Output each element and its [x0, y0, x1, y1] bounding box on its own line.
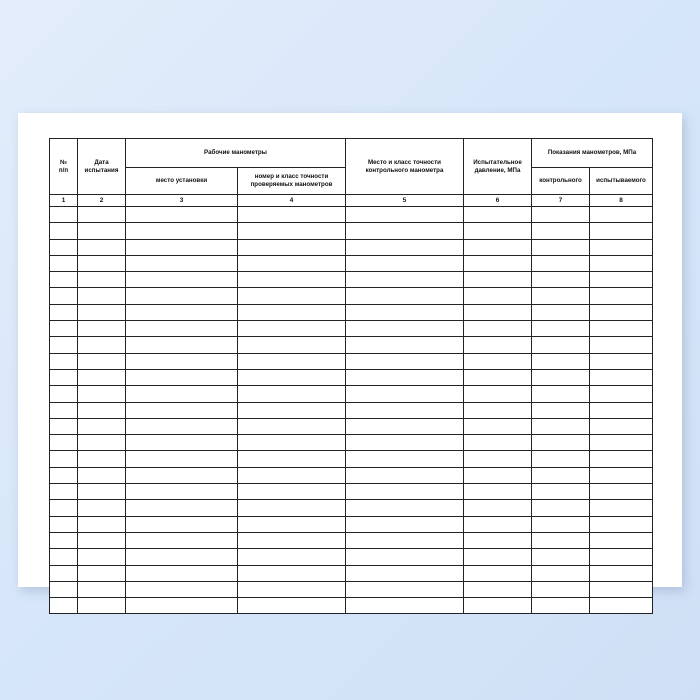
- table-cell[interactable]: [346, 353, 464, 369]
- table-cell[interactable]: [532, 402, 590, 418]
- table-cell[interactable]: [532, 451, 590, 467]
- table-cell[interactable]: [532, 484, 590, 500]
- table-cell[interactable]: [532, 239, 590, 255]
- table-cell[interactable]: [238, 272, 346, 288]
- table-cell[interactable]: [464, 598, 532, 614]
- table-cell[interactable]: [464, 451, 532, 467]
- table-cell[interactable]: [50, 484, 78, 500]
- table-cell[interactable]: [50, 598, 78, 614]
- table-cell[interactable]: [238, 386, 346, 402]
- table-cell[interactable]: [238, 565, 346, 581]
- table-cell[interactable]: [532, 532, 590, 548]
- table-cell[interactable]: [78, 304, 126, 320]
- table-cell[interactable]: [590, 272, 653, 288]
- table-cell[interactable]: [78, 207, 126, 223]
- table-cell[interactable]: [78, 239, 126, 255]
- table-cell[interactable]: [50, 500, 78, 516]
- table-cell[interactable]: [78, 353, 126, 369]
- table-row[interactable]: [50, 255, 653, 271]
- table-cell[interactable]: [532, 581, 590, 597]
- table-cell[interactable]: [50, 549, 78, 565]
- table-cell[interactable]: [126, 255, 238, 271]
- table-cell[interactable]: [346, 288, 464, 304]
- table-cell[interactable]: [50, 581, 78, 597]
- table-cell[interactable]: [50, 402, 78, 418]
- table-cell[interactable]: [464, 402, 532, 418]
- table-cell[interactable]: [464, 239, 532, 255]
- table-cell[interactable]: [126, 451, 238, 467]
- table-cell[interactable]: [238, 435, 346, 451]
- table-cell[interactable]: [464, 288, 532, 304]
- table-row[interactable]: [50, 549, 653, 565]
- table-cell[interactable]: [532, 272, 590, 288]
- table-cell[interactable]: [126, 288, 238, 304]
- table-row[interactable]: [50, 207, 653, 223]
- table-row[interactable]: [50, 484, 653, 500]
- table-cell[interactable]: [50, 435, 78, 451]
- table-row[interactable]: [50, 272, 653, 288]
- table-row[interactable]: [50, 369, 653, 385]
- table-cell[interactable]: [590, 223, 653, 239]
- table-cell[interactable]: [590, 239, 653, 255]
- table-cell[interactable]: [238, 402, 346, 418]
- table-cell[interactable]: [464, 207, 532, 223]
- table-cell[interactable]: [532, 304, 590, 320]
- table-cell[interactable]: [346, 565, 464, 581]
- table-cell[interactable]: [238, 484, 346, 500]
- table-cell[interactable]: [50, 207, 78, 223]
- table-cell[interactable]: [346, 516, 464, 532]
- header-date-line1: Дата: [94, 158, 109, 166]
- header-cell-number: [50, 139, 78, 195]
- table-row[interactable]: [50, 500, 653, 516]
- table-cell[interactable]: [590, 402, 653, 418]
- header-cell-control-gauge: [346, 139, 464, 195]
- table-row[interactable]: [50, 532, 653, 548]
- table-cell[interactable]: [464, 272, 532, 288]
- table-cell[interactable]: [50, 516, 78, 532]
- header-gaugeclass-line1: номер и класс точности: [254, 173, 329, 181]
- table-cell[interactable]: [346, 581, 464, 597]
- table-row[interactable]: [50, 288, 653, 304]
- table-cell[interactable]: [238, 549, 346, 565]
- table-cell[interactable]: [590, 598, 653, 614]
- table-cell[interactable]: [532, 255, 590, 271]
- column-number-1: 1: [50, 195, 78, 207]
- table-cell[interactable]: [532, 207, 590, 223]
- table-cell[interactable]: [238, 321, 346, 337]
- table-cell[interactable]: [590, 207, 653, 223]
- table-cell[interactable]: [50, 239, 78, 255]
- table-cell[interactable]: [346, 418, 464, 434]
- table-row[interactable]: [50, 418, 653, 434]
- table-cell[interactable]: [126, 272, 238, 288]
- table-cell[interactable]: [126, 516, 238, 532]
- table-cell[interactable]: [346, 500, 464, 516]
- table-cell[interactable]: [464, 467, 532, 483]
- table-cell[interactable]: [590, 369, 653, 385]
- table-cell[interactable]: [464, 532, 532, 548]
- table-cell[interactable]: [126, 337, 238, 353]
- table-cell[interactable]: [238, 207, 346, 223]
- table-cell[interactable]: [238, 255, 346, 271]
- table-cell[interactable]: [126, 207, 238, 223]
- table-cell[interactable]: [464, 255, 532, 271]
- table-cell[interactable]: [78, 598, 126, 614]
- table-cell[interactable]: [78, 386, 126, 402]
- table-cell[interactable]: [238, 369, 346, 385]
- table-row[interactable]: [50, 581, 653, 597]
- table-cell[interactable]: [464, 353, 532, 369]
- table-row[interactable]: [50, 467, 653, 483]
- header-control-line2: контрольного манометра: [365, 166, 444, 174]
- table-row[interactable]: [50, 516, 653, 532]
- journal-table-body: [50, 195, 653, 614]
- table-cell[interactable]: [126, 369, 238, 385]
- table-row[interactable]: [50, 435, 653, 451]
- table-cell[interactable]: [464, 565, 532, 581]
- table-cell[interactable]: [238, 239, 346, 255]
- table-cell[interactable]: [78, 451, 126, 467]
- table-cell[interactable]: [50, 369, 78, 385]
- table-cell[interactable]: [50, 532, 78, 548]
- table-cell[interactable]: [346, 255, 464, 271]
- table-cell[interactable]: [590, 304, 653, 320]
- table-cell[interactable]: [346, 532, 464, 548]
- table-cell[interactable]: [346, 549, 464, 565]
- table-cell[interactable]: [532, 516, 590, 532]
- table-cell[interactable]: [78, 288, 126, 304]
- table-cell[interactable]: [590, 435, 653, 451]
- table-cell[interactable]: [50, 451, 78, 467]
- table-cell[interactable]: [346, 337, 464, 353]
- table-cell[interactable]: [126, 402, 238, 418]
- table-cell[interactable]: [238, 500, 346, 516]
- table-cell[interactable]: [464, 386, 532, 402]
- table-cell[interactable]: [346, 223, 464, 239]
- table-cell[interactable]: [126, 435, 238, 451]
- table-cell[interactable]: [78, 255, 126, 271]
- table-cell[interactable]: [238, 288, 346, 304]
- column-number-5: 5: [346, 195, 464, 207]
- table-cell[interactable]: [532, 418, 590, 434]
- table-cell[interactable]: [238, 467, 346, 483]
- header-date-line2: испытания: [84, 166, 119, 174]
- table-cell[interactable]: [78, 565, 126, 581]
- table-cell[interactable]: [464, 484, 532, 500]
- table-cell[interactable]: [532, 565, 590, 581]
- table-cell[interactable]: [78, 581, 126, 597]
- table-cell[interactable]: [590, 532, 653, 548]
- header-control-line1: Место и класс точности: [368, 158, 441, 166]
- table-cell[interactable]: [532, 353, 590, 369]
- table-cell[interactable]: [78, 467, 126, 483]
- table-cell[interactable]: [78, 532, 126, 548]
- table-cell[interactable]: [590, 353, 653, 369]
- table-cell[interactable]: [78, 337, 126, 353]
- table-cell[interactable]: [532, 549, 590, 565]
- table-cell[interactable]: [464, 321, 532, 337]
- table-cell[interactable]: [50, 272, 78, 288]
- table-cell[interactable]: [238, 581, 346, 597]
- table-cell[interactable]: [346, 451, 464, 467]
- table-cell[interactable]: [532, 369, 590, 385]
- table-cell[interactable]: [464, 369, 532, 385]
- table-cell[interactable]: [50, 467, 78, 483]
- table-row[interactable]: [50, 304, 653, 320]
- document-sheet: [18, 113, 682, 587]
- table-cell[interactable]: [590, 418, 653, 434]
- table-row[interactable]: [50, 223, 653, 239]
- table-cell[interactable]: [532, 386, 590, 402]
- table-row[interactable]: [50, 565, 653, 581]
- table-cell[interactable]: [346, 598, 464, 614]
- table-cell[interactable]: [126, 581, 238, 597]
- table-cell[interactable]: [50, 321, 78, 337]
- table-cell[interactable]: [126, 418, 238, 434]
- column-number-7: 7: [532, 195, 590, 207]
- table-cell[interactable]: [78, 272, 126, 288]
- header-cell-gauge-readings: Показания манометров, МПа: [532, 139, 653, 168]
- table-cell[interactable]: [126, 549, 238, 565]
- table-row[interactable]: [50, 451, 653, 467]
- table-cell[interactable]: [78, 402, 126, 418]
- table-cell[interactable]: [464, 516, 532, 532]
- table-cell[interactable]: [590, 386, 653, 402]
- header-cell-test-date: [78, 139, 126, 195]
- table-cell[interactable]: [464, 223, 532, 239]
- table-cell[interactable]: [126, 565, 238, 581]
- table-cell[interactable]: [78, 435, 126, 451]
- table-cell[interactable]: [532, 288, 590, 304]
- table-cell[interactable]: [50, 223, 78, 239]
- table-cell[interactable]: [126, 353, 238, 369]
- table-cell[interactable]: [532, 435, 590, 451]
- column-number-3: 3: [126, 195, 238, 207]
- table-cell[interactable]: [346, 435, 464, 451]
- table-cell[interactable]: [464, 418, 532, 434]
- column-number-4: 4: [238, 195, 346, 207]
- table-cell[interactable]: [346, 321, 464, 337]
- table-cell[interactable]: [532, 337, 590, 353]
- table-cell[interactable]: [238, 223, 346, 239]
- table-row[interactable]: [50, 598, 653, 614]
- table-row[interactable]: [50, 337, 653, 353]
- table-cell[interactable]: [532, 321, 590, 337]
- table-cell[interactable]: [532, 467, 590, 483]
- table-cell[interactable]: [126, 467, 238, 483]
- header-number-line1: №: [60, 158, 67, 166]
- table-cell[interactable]: [50, 386, 78, 402]
- table-cell[interactable]: [464, 337, 532, 353]
- table-cell[interactable]: [126, 598, 238, 614]
- table-cell[interactable]: [590, 484, 653, 500]
- table-cell[interactable]: [464, 581, 532, 597]
- column-number-2: 2: [78, 195, 126, 207]
- table-cell[interactable]: [238, 337, 346, 353]
- table-cell[interactable]: [590, 549, 653, 565]
- table-cell[interactable]: [346, 239, 464, 255]
- table-row[interactable]: [50, 402, 653, 418]
- table-cell[interactable]: [464, 304, 532, 320]
- table-cell[interactable]: [590, 516, 653, 532]
- header-cell-reading-control: контрольного: [532, 168, 590, 195]
- table-cell[interactable]: [346, 467, 464, 483]
- table-row[interactable]: [50, 239, 653, 255]
- table-cell[interactable]: [126, 386, 238, 402]
- table-cell[interactable]: [126, 239, 238, 255]
- table-cell[interactable]: [126, 484, 238, 500]
- header-cell-working-gauges: Рабочие манометры: [126, 139, 346, 168]
- header-number-line2: п/п: [58, 166, 69, 174]
- table-cell[interactable]: [78, 516, 126, 532]
- table-cell[interactable]: [590, 255, 653, 271]
- header-pressure-line1: Испытательное: [473, 158, 522, 166]
- table-cell[interactable]: [126, 304, 238, 320]
- header-cell-gauge-number-class: [238, 168, 346, 195]
- table-cell[interactable]: [346, 402, 464, 418]
- table-cell[interactable]: [126, 500, 238, 516]
- table-cell[interactable]: [78, 223, 126, 239]
- table-cell[interactable]: [78, 549, 126, 565]
- header-cell-install-place: место установки: [126, 168, 238, 195]
- table-cell[interactable]: [590, 565, 653, 581]
- table-cell[interactable]: [238, 516, 346, 532]
- table-cell[interactable]: [50, 565, 78, 581]
- table-cell[interactable]: [590, 467, 653, 483]
- table-cell[interactable]: [238, 353, 346, 369]
- table-cell[interactable]: [464, 549, 532, 565]
- table-cell[interactable]: [346, 272, 464, 288]
- journal-table: [49, 138, 653, 614]
- table-cell[interactable]: [78, 484, 126, 500]
- table-cell[interactable]: [346, 484, 464, 500]
- table-cell[interactable]: [238, 304, 346, 320]
- table-cell[interactable]: [50, 288, 78, 304]
- table-cell[interactable]: [464, 435, 532, 451]
- table-row[interactable]: [50, 353, 653, 369]
- table-cell[interactable]: [464, 500, 532, 516]
- column-number-6: 6: [464, 195, 532, 207]
- table-cell[interactable]: [126, 321, 238, 337]
- table-cell[interactable]: [78, 500, 126, 516]
- table-cell[interactable]: [238, 598, 346, 614]
- header-cell-reading-tested: испытываемого: [590, 168, 653, 195]
- table-cell[interactable]: [346, 304, 464, 320]
- table-cell[interactable]: [78, 369, 126, 385]
- table-cell[interactable]: [50, 337, 78, 353]
- table-cell[interactable]: [50, 418, 78, 434]
- table-cell[interactable]: [238, 418, 346, 434]
- table-cell[interactable]: [590, 451, 653, 467]
- table-cell[interactable]: [126, 532, 238, 548]
- table-cell[interactable]: [78, 321, 126, 337]
- table-cell[interactable]: [532, 500, 590, 516]
- table-cell[interactable]: [78, 418, 126, 434]
- table-cell[interactable]: [238, 532, 346, 548]
- table-cell[interactable]: [590, 337, 653, 353]
- table-cell[interactable]: [590, 288, 653, 304]
- table-cell[interactable]: [532, 223, 590, 239]
- table-cell[interactable]: [50, 353, 78, 369]
- journal-table-wrapper: [49, 138, 652, 561]
- table-row[interactable]: [50, 386, 653, 402]
- table-cell[interactable]: [346, 386, 464, 402]
- table-header-row-top: [50, 139, 653, 168]
- table-cell[interactable]: [346, 207, 464, 223]
- table-cell[interactable]: [590, 321, 653, 337]
- column-number-row: [50, 195, 653, 207]
- header-gaugeclass-line2: проверяемых манометров: [250, 181, 333, 188]
- table-row[interactable]: [50, 321, 653, 337]
- column-number-8: 8: [590, 195, 653, 207]
- table-cell[interactable]: [590, 581, 653, 597]
- table-cell[interactable]: [126, 223, 238, 239]
- table-cell[interactable]: [50, 304, 78, 320]
- table-cell[interactable]: [532, 598, 590, 614]
- header-pressure-line2: давление, МПа: [474, 166, 521, 174]
- table-cell[interactable]: [346, 369, 464, 385]
- table-cell[interactable]: [590, 500, 653, 516]
- table-cell[interactable]: [238, 451, 346, 467]
- header-cell-test-pressure: [464, 139, 532, 195]
- table-cell[interactable]: [50, 255, 78, 271]
